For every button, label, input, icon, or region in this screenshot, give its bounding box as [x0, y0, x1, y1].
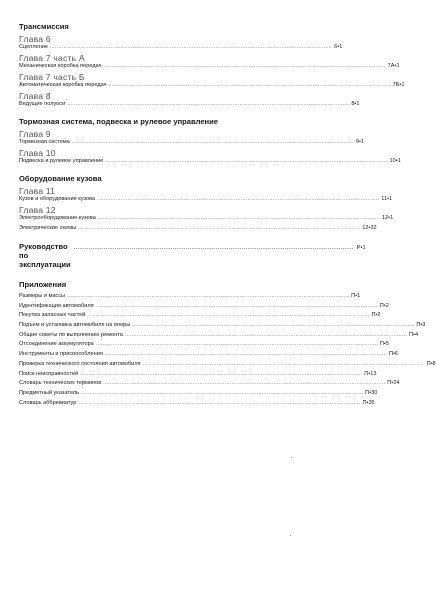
- dot-leader: .......................................................................................................................................................................: [124, 331, 407, 338]
- toc-entry-page: 7Б•1: [392, 82, 405, 88]
- dot-leader: .......................................................................................................................................................................: [95, 302, 378, 309]
- toc-entry[interactable]: [19, 82, 405, 89]
- toc-entry[interactable]: [19, 158, 401, 165]
- toc-entry-label: Подвеска и рулевое управление: [19, 158, 104, 164]
- scan-speck: [290, 535, 291, 536]
- toc-entry-label: Автоматическая коробка передач: [19, 82, 107, 88]
- dot-leader: .......................................................................................................................................................................: [81, 389, 364, 396]
- dot-leader: .......................................................................................................................................................................: [108, 82, 391, 88]
- dot-leader: .......................................................................................................................................................................: [105, 158, 388, 164]
- dot-leader: .......................................................................................................................................................................: [132, 322, 415, 329]
- toc-entry-page: П•24: [387, 380, 400, 387]
- toc-entry-page: П•1: [351, 293, 361, 299]
- dot-leader: .......................................................................................................................................................................: [78, 225, 361, 231]
- chapter-heading: Глава 8: [19, 91, 51, 101]
- toc-entry-label: Проверка технического состояния автомобиля: [19, 360, 141, 367]
- toc-entry-page: П•8: [426, 360, 436, 367]
- toc-entry-page: 12•1: [381, 215, 394, 221]
- toc-entry-label: Словарь технических терминов: [19, 380, 102, 387]
- toc-entry-page: Р•1: [356, 245, 366, 251]
- toc-entry-label: Словарь аббревиатур: [19, 399, 77, 406]
- dot-leader: .......................................................................................................................................................................: [103, 380, 386, 387]
- section-title: Трансмиссия: [19, 22, 69, 31]
- toc-entry-label: Механическая коробка передач: [19, 63, 102, 69]
- chapter-heading: Глава 10: [19, 148, 56, 158]
- toc-entry[interactable]: [19, 302, 389, 313]
- toc-entry-page: 7А•1: [387, 63, 400, 69]
- dot-leader: .......................................................................................................................................................................: [87, 312, 370, 319]
- toc-entry[interactable]: [19, 399, 375, 410]
- toc-entry-page: 8•1: [351, 101, 360, 107]
- toc-entry-label: Размеры и массы: [19, 293, 66, 299]
- toc-entry[interactable]: [19, 312, 381, 322]
- toc-entry[interactable]: [19, 196, 393, 203]
- toc-entry-label: Кузов и оборудование кузова: [19, 196, 96, 202]
- toc-section-appendix: [19, 280, 436, 409]
- toc-entry-label: Руководство по эксплуатации: [19, 242, 71, 269]
- toc-entry-page: П•4: [409, 331, 419, 338]
- toc-entry[interactable]: [19, 370, 377, 381]
- table-of-contents: [19, 22, 436, 409]
- toc-entry-page: 12•32: [362, 225, 377, 231]
- chapter-heading: Глава 9: [19, 129, 51, 139]
- toc-entry[interactable]: [19, 360, 436, 371]
- toc-entry-label: Тормозная система: [19, 139, 70, 145]
- toc-entry[interactable]: [19, 331, 419, 342]
- toc-entry[interactable]: [19, 293, 361, 303]
- toc-entry-page: П•6: [388, 351, 399, 358]
- section-title: Оборудование кузова: [19, 174, 102, 183]
- dot-leader: .......................................................................................................................................................................: [67, 101, 350, 107]
- dot-leader: .......................................................................................................................................................................: [80, 370, 363, 377]
- dot-leader: .......................................................................................................................................................................: [78, 399, 361, 406]
- toc-entry-label: Сцепление: [19, 44, 49, 50]
- toc-entry[interactable]: [19, 101, 360, 108]
- toc-entry-label: Подъем и установка автомобиля на опоры: [19, 322, 131, 329]
- toc-entry[interactable]: [19, 351, 399, 361]
- toc-entry-page: 6•1: [334, 44, 343, 50]
- dot-leader: .......................................................................................................................................................................: [97, 215, 380, 221]
- chapter-heading: Глава 7 часть А: [19, 53, 85, 63]
- toc-entry-label: Идентификация автомобиля: [19, 302, 94, 309]
- dot-leader: .......................................................................................................................................................................: [103, 63, 386, 69]
- toc-entry-page: П•3: [416, 322, 426, 329]
- toc-entry-page: П•2: [379, 302, 389, 309]
- toc-entry-page: 11•1: [381, 196, 393, 202]
- toc-entry-page: П•5: [379, 341, 389, 348]
- dot-leader: .......................................................................................................................................................................: [71, 139, 354, 145]
- toc-entry-page: П•35: [362, 399, 375, 406]
- toc-entry[interactable]: [19, 63, 400, 70]
- toc-entry-label: Покупка запасных частей: [19, 312, 86, 319]
- toc-section-brakes: [19, 117, 401, 165]
- toc-entry[interactable]: [19, 225, 377, 232]
- toc-entry-label: Поиск неисправностей: [19, 370, 79, 377]
- dot-leader: .......................................................................................................................................................................: [97, 196, 380, 202]
- chapter-heading: Глава 6: [19, 34, 51, 44]
- dot-leader: .......................................................................................................................................................................: [95, 341, 378, 348]
- toc-entry[interactable]: [19, 44, 343, 51]
- dot-leader: .......................................................................................................................................................................: [104, 351, 387, 358]
- section-title: Приложения: [19, 280, 67, 289]
- toc-entry-label: Электрические схемы: [19, 225, 77, 231]
- chapter-heading: Глава 12: [19, 205, 56, 215]
- toc-entry[interactable]: [19, 139, 365, 146]
- dot-leader: .......................................................................................................................................................................: [67, 293, 350, 299]
- chapter-heading: Глава 11: [19, 186, 56, 196]
- toc-entry[interactable]: [19, 389, 378, 400]
- toc-section-body: [19, 174, 394, 232]
- toc-entry-page: 10•1: [389, 158, 401, 164]
- toc-entry-label: Электрооборудование кузова: [19, 215, 96, 221]
- dot-leader: .......................................................................................................................................................................: [50, 44, 333, 50]
- section-title: Тормозная система, подвеска и рулевое управление: [19, 117, 219, 126]
- toc-entry-page: 9•1: [355, 139, 365, 145]
- toc-entry[interactable]: [19, 341, 389, 351]
- scan-speck: [291, 457, 292, 458]
- toc-entry-label: Отсоединение аккумулятора: [19, 341, 94, 348]
- toc-entry-label: Инструменты и приспособления: [19, 351, 103, 358]
- chapter-heading: Глава 7 часть Б: [19, 72, 85, 82]
- toc-entry-page: П•2: [371, 312, 381, 319]
- toc-entry-label: Общие советы по выполнению ремонта: [19, 331, 123, 338]
- toc-entry[interactable]: [19, 215, 394, 222]
- toc-entry-label: Предметный указатель: [19, 389, 80, 396]
- toc-entry-page: П•30: [365, 389, 378, 396]
- toc-entry-page: П•13: [364, 370, 377, 377]
- dot-leader: ......................................................................................................................................................: [73, 245, 354, 251]
- toc-entry-manual[interactable]: [19, 242, 366, 269]
- toc-entry[interactable]: [19, 322, 426, 332]
- toc-section-transmission: [19, 22, 405, 108]
- dot-leader: .......................................................................................................................................................................: [142, 360, 425, 367]
- toc-entry[interactable]: [19, 380, 400, 390]
- toc-entry-label: Ведущие полуоси: [19, 101, 66, 107]
